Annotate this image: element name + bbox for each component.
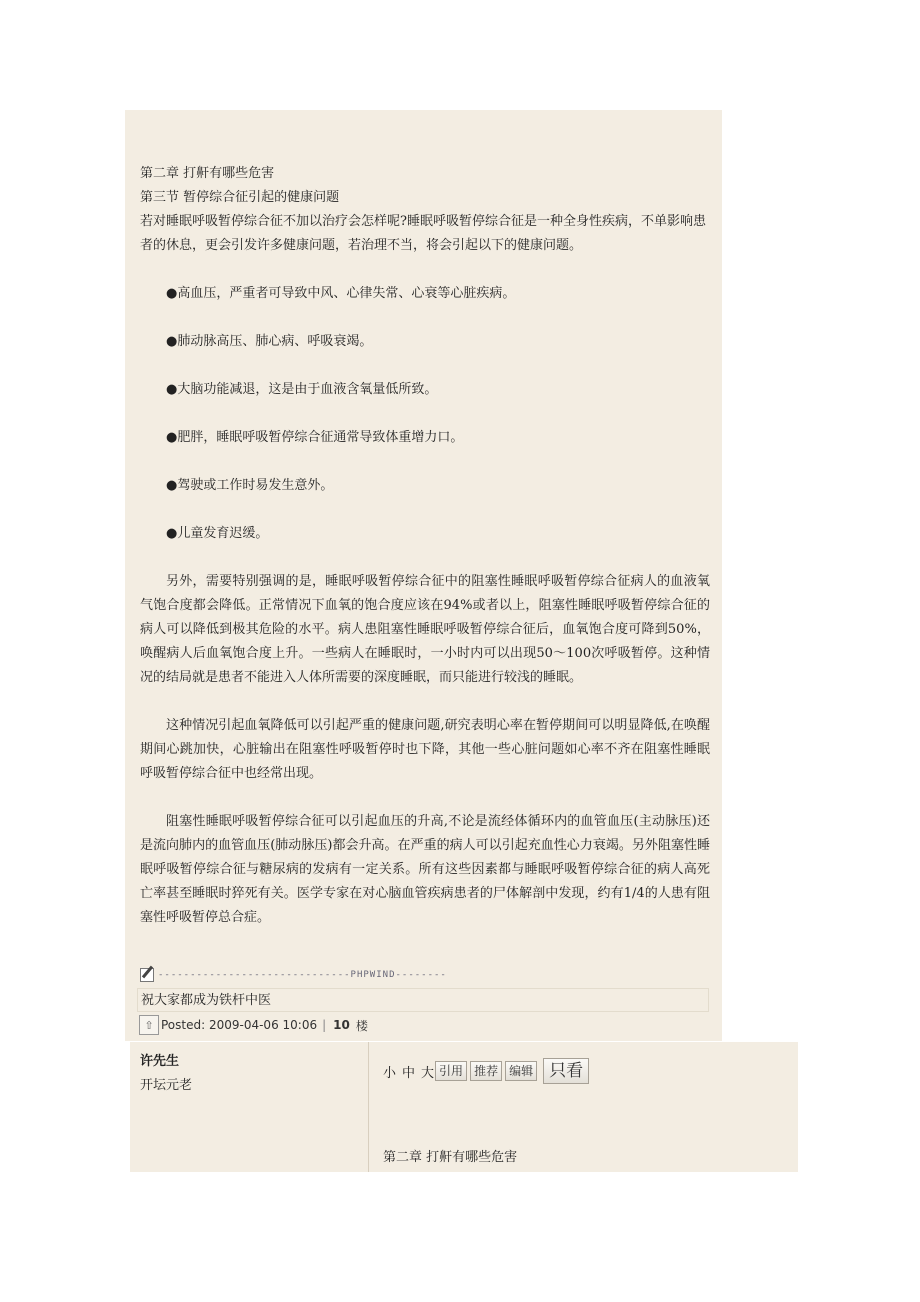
chapter-title: 第二章 打鼾有哪些危害 [140,166,275,181]
bullet-item: ●大脑功能减退，这是由于血液含氧量低所致。 [166,382,438,397]
bullet-item: ●肺动脉高压、肺心病、呼吸衰竭。 [166,334,373,349]
intro-paragraph: 若对睡眠呼吸暂停综合征不加以治疗会怎样呢?睡眠呼吸暂停综合征是一种全身性疾病，不单影响患者的休息，更会引发许多健康问题，若治理不当，将会引起以下的健康问题。 [140,214,706,253]
user-signature: 祝大家都成为铁杆中医 [137,988,709,1012]
posted-timestamp: Posted: 2009-04-06 10:06 [161,1018,318,1032]
body-paragraph: 阻塞性睡眠呼吸暂停综合征可以引起血压的升高,不论是流经体循环内的血管血压(主动脉压)还是流向肺内的血管血压(肺动脉压)都会升高。在严重的病人可以引起充血性心力衰竭。另外阻塞性睡眠呼吸暂停综合征与糖尿病的发病有一定关系。所有这些因素都与睡眠呼吸暂停综合征的病人高死亡率甚至睡眠时猝死有关。医学专家在对心脑血管疾病患者的尸体解剖中发现，约有1/4的人患有阻塞性呼吸暂停总合症。 [140,814,710,925]
bullet-item: ●儿童发育迟缓。 [166,526,269,541]
bullet-item: ●肥胖，睡眠呼吸暂停综合征通常导致体重增力口。 [166,430,464,445]
next-post [130,1042,798,1172]
quote-button[interactable]: 引用 [435,1061,467,1081]
up-arrow-icon[interactable]: ⇧ [139,1015,159,1035]
section-title: 第三节 暂停综合征引起的健康问题 [140,190,340,205]
body-paragraph: 另外，需要特别强调的是，睡眠呼吸暂停综合征中的阻塞性睡眠呼吸暂停综合征病人的血液氧气饱合度都会降低。正常情况下血氧的饱合度应该在94%或者以上，阻塞性睡眠呼吸暂停综合征的病人可以降低到极其危险的水平。病人患阻塞性睡眠呼吸暂停综合征后，血氧饱合度可降到50%，唤醒病人后血氧饱合度上升。一些病人在睡眠时，一小时内可以出现50～100次呼吸暂停。这种情况的结局就是患者不能进入人体所需要的深度睡眠，而只能进行较浅的睡眠。 [140,574,710,685]
post-meta [139,1013,368,1037]
post-toolbar [383,1058,592,1084]
author-rank: 开坛元老 [140,1078,193,1093]
body-paragraph: 这种情况引起血氧降低可以引起严重的健康问题,研究表明心率在暂停期间可以明显降低,在唤醒期间心跳加快，心脏输出在阻塞性呼吸暂停时也下降，其他一些心脏问题如心率不齐在阻塞性睡眠呼吸暂停综合征中也经常出现。 [140,718,710,781]
next-post-chapter-title: 第二章 打鼾有哪些危害 [383,1150,518,1165]
font-size-small[interactable]: 小 [383,1065,397,1081]
bullet-item: ●驾驶或工作时易发生意外。 [166,478,334,493]
font-size-large[interactable]: 大 [421,1065,435,1081]
signature-separator [140,968,560,982]
recommend-button[interactable]: 推荐 [470,1061,502,1081]
post-body [125,110,722,1041]
meta-divider: | [322,1018,327,1032]
floor-suffix: 楼 [355,1018,368,1033]
post-content [140,162,710,930]
pencil-icon [140,968,154,982]
bullet-item: ●高血压，严重者可导致中风、心律失常、心衰等心脏疾病。 [166,286,516,301]
separator-text: ------------------------------PHPWIND-------- [158,970,447,980]
font-size-medium[interactable]: 中 [402,1065,416,1081]
only-view-author-button[interactable]: 只看 [543,1058,589,1084]
edit-button[interactable]: 编辑 [505,1061,537,1081]
author-sidebar [130,1042,369,1172]
author-name[interactable]: 许先生 [140,1054,180,1069]
floor-number: 10 [333,1018,350,1032]
